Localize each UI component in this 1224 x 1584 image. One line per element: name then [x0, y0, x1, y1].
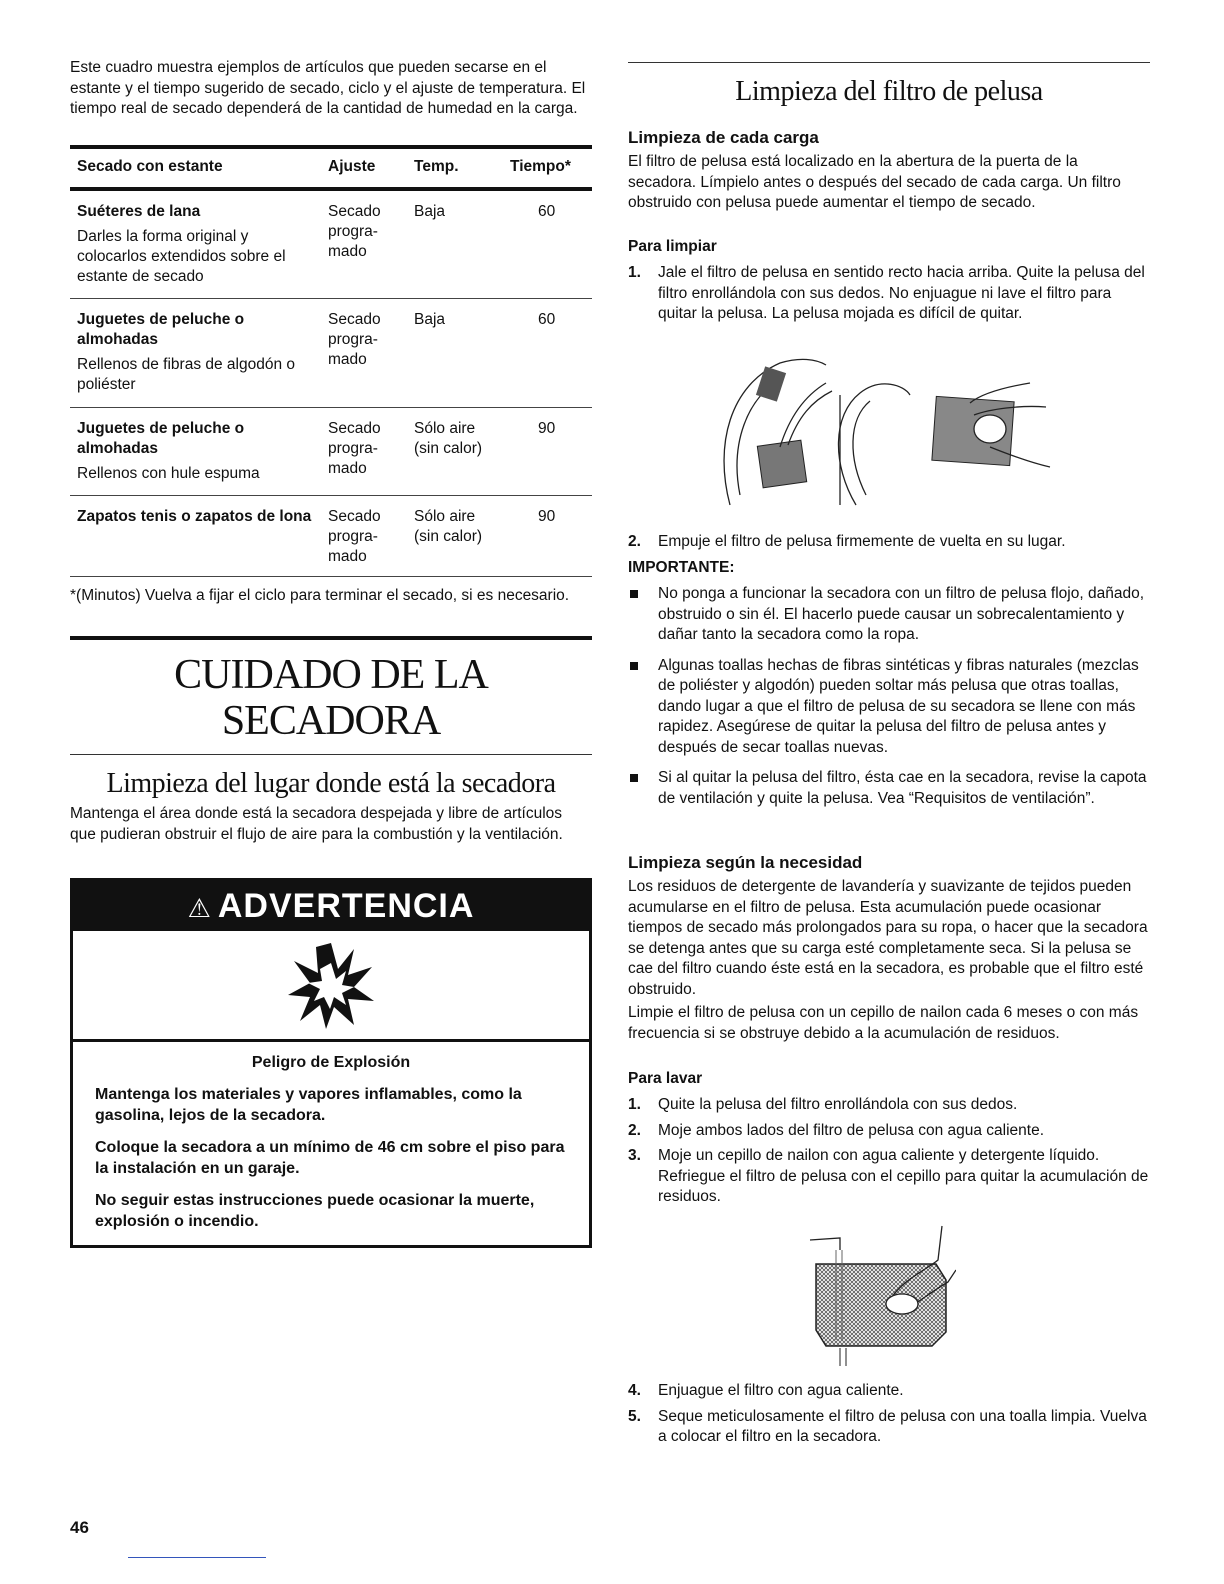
- place-text: Mantenga el área donde está la secadora despejada y libre de artículos que pudieran obstruir el flujo de aire para la combustión y la ventilación.: [70, 805, 563, 843]
- warning-line: Coloque la secadora a un mínimo de 46 cm sobre el piso para la instalación en un garaje.: [95, 1139, 565, 1177]
- lint-filter-removal-illustration: [720, 355, 1066, 515]
- warning-banner: [73, 881, 589, 931]
- important-bullets: [628, 584, 1150, 819]
- step-text: Moje ambos lados del filtro de pelusa con agua caliente.: [658, 1121, 1045, 1139]
- as-needed-title: Limpieza según la necesidad: [628, 853, 863, 872]
- bullet-text: Algunas toallas hechas de fibras sintéticas y fibras naturales (mezclas de poliéster y algodón) pueden soltar más pelusa que otras toallas, dando lugar a que el filtro de pelusa de su secadora se llene con más rapidez. Asegúrese de quitar la pelusa del filtro de pelusa antes y después de secar toallas nuevas.: [658, 656, 1139, 756]
- header-temp: Temp.: [414, 158, 459, 175]
- rack-dry-table: [70, 145, 592, 577]
- row-detail: Rellenos de fibras de algodón o poliéster: [77, 356, 296, 393]
- row-time: 90: [538, 420, 556, 437]
- section-title-line2: SECADORA: [221, 698, 441, 744]
- step-text: Enjuague el filtro con agua caliente.: [658, 1382, 904, 1399]
- row-item: Suéteres de lana: [77, 203, 201, 220]
- divider: [70, 754, 592, 755]
- table-footnote: *(Minutos) Vuelva a fijar el ciclo para terminar el secado, si es necesario.: [70, 587, 570, 604]
- header-item: Secado con estante: [77, 158, 223, 175]
- section-title: [70, 652, 592, 744]
- step-number: 5.: [628, 1407, 641, 1425]
- step-text: Moje un cepillo de nailon con agua caliente y detergente líquido. Refriegue el filtro de pelusa con el cepillo para quitar la acumulación de residuos.: [658, 1147, 1149, 1205]
- row-time: 60: [538, 311, 556, 328]
- warning-icon-area: [73, 931, 589, 1042]
- step-number: 2.: [628, 1121, 641, 1139]
- list-item: [628, 1095, 1150, 1116]
- list-item: [628, 532, 1150, 553]
- bullet-square-icon: [630, 774, 638, 782]
- lint-filter-washing-illustration: [806, 1220, 956, 1370]
- step-number: 3.: [628, 1147, 641, 1164]
- bullet-text: Si al quitar la pelusa del filtro, ésta cae en la secadora, revise la capota de ventilación y quite la pelusa. Vea “Requisitos de ventilación”.: [658, 769, 1147, 807]
- wash-step-list: [628, 1095, 1150, 1213]
- header-time: Tiempo*: [510, 158, 571, 175]
- list-item: [628, 1121, 1150, 1142]
- clean-step-list: [628, 263, 1150, 330]
- divider: [70, 636, 592, 640]
- every-load-text: El filtro de pelusa está localizado en la abertura de la puerta de la secadora. Límpielo antes o después del secado de cada carga. Un filtro obstruido con pelusa puede aumentar el tiempo de secado.: [628, 153, 1121, 211]
- warning-hazard: Peligro de Explosión: [251, 1054, 411, 1071]
- warning-title: ADVERTENCIA: [217, 887, 475, 925]
- row-time: 60: [538, 203, 556, 220]
- as-needed-paragraph: Los residuos de detergente de lavandería y suavizante de tejidos pueden acumularse en el filtro de pelusa. Esta acumulación puede ocasionar tiempos de secado más prolongados para su ropa, o hacer que la secadora se detenga antes que su carga esté completamente seca. Si la pelusa se cae del filtro cuando éste está en la secadora, es probable que el filtro esté obstruido.: [628, 878, 1148, 998]
- warning-line: Mantenga los materiales y vapores inflamables, como la gasolina, lejos de la secadora.: [95, 1086, 522, 1124]
- lint-heading: Limpieza del filtro de pelusa: [735, 76, 1043, 107]
- bullet-text: No ponga a funcionar la secadora con un filtro de pelusa flojo, dañado, obstruido o sin él. El hacerlo puede causar un sobrecalentamiento y dañar tanto la secadora como la ropa.: [658, 585, 1145, 643]
- list-item: [628, 768, 1150, 809]
- list-item: [628, 1146, 1150, 1208]
- row-setting: Secado progra- mado: [328, 203, 381, 260]
- row-setting: Secado progra- mado: [328, 508, 381, 565]
- row-temp: Sólo aire (sin calor): [414, 508, 483, 545]
- row-setting: Secado progra- mado: [328, 420, 381, 477]
- to-wash-label: Para lavar: [628, 1070, 703, 1087]
- row-time: 90: [538, 508, 556, 525]
- table-row: [70, 408, 592, 496]
- list-item: [628, 656, 1150, 759]
- explosion-icon: [286, 941, 376, 1031]
- step-number: 2.: [628, 533, 641, 550]
- row-item: Juguetes de peluche o almohadas: [77, 420, 245, 457]
- step-text: Quite la pelusa del filtro enrollándola con sus dedos.: [658, 1096, 1018, 1113]
- bullet-square-icon: [630, 662, 638, 670]
- page-number: 46: [70, 1518, 89, 1537]
- step-text: Seque meticulosamente el filtro de pelusa con una toalla limpia. Vuelva a colocar el filtro en la secadora.: [658, 1407, 1147, 1445]
- warning-box: [70, 878, 592, 1248]
- step-number: 1.: [628, 264, 641, 281]
- table-row: [70, 299, 592, 408]
- to-clean-label: Para limpiar: [628, 238, 717, 255]
- footer-link-line: [128, 1557, 266, 1558]
- every-load-title: Limpieza de cada carga: [628, 128, 819, 147]
- warning-line: No seguir estas instrucciones puede ocasionar la muerte, explosión o incendio.: [95, 1192, 535, 1230]
- table-header: [70, 149, 592, 191]
- step-text: Empuje el filtro de pelusa firmemente de vuelta en su lugar.: [658, 533, 1066, 550]
- list-item: [628, 1407, 1150, 1448]
- intro-text: Este cuadro muestra ejemplos de artículos que pueden secarse en el estante y el tiempo sugerido de secado, ciclo y el ajuste de temperatura. El tiempo real de secado dependerá de la cantidad de humedad en la carga.: [70, 59, 586, 117]
- table-row: [70, 191, 592, 299]
- row-temp: Baja: [414, 203, 446, 220]
- bullet-square-icon: [630, 590, 638, 598]
- important-label: IMPORTANTE:: [628, 559, 735, 576]
- list-item: [628, 584, 1150, 646]
- row-detail: Darles la forma original y colocarlos extendidos sobre el estante de secado: [77, 228, 286, 285]
- row-item: Zapatos tenis o zapatos de lona: [77, 508, 312, 525]
- row-detail: Rellenos con hule espuma: [77, 465, 260, 482]
- row-temp: Sólo aire (sin calor): [414, 420, 483, 457]
- step-number: 1.: [628, 1096, 641, 1113]
- table-row: [70, 496, 592, 577]
- place-heading: Limpieza del lugar donde está la secadora: [106, 768, 556, 799]
- warning-triangle-icon: ⚠: [187, 893, 212, 923]
- as-needed-paragraph-2: Limpie el filtro de pelusa con un cepillo de nailon cada 6 meses o con más frecuencia si se obstruye debido a la acumulación de residuos.: [628, 1004, 1139, 1042]
- section-title-line1: CUIDADO DE LA: [174, 652, 488, 698]
- row-temp: Baja: [414, 311, 446, 328]
- row-setting: Secado progra- mado: [328, 311, 381, 368]
- step-number: 4.: [628, 1382, 641, 1399]
- step-text: Jale el filtro de pelusa en sentido recto hacia arriba. Quite la pelusa del filtro enrollándola con sus dedos. No enjuague ni lave el filtro para quitar la pelusa. La pelusa mojada es difícil de quitar.: [658, 264, 1145, 322]
- header-setting: Ajuste: [328, 158, 376, 175]
- list-item: [628, 263, 1150, 325]
- wash-step-list-2: [628, 1381, 1150, 1453]
- clean-step-list-2: [628, 532, 1150, 558]
- row-item: Juguetes de peluche o almohadas: [77, 311, 245, 348]
- warning-body: [73, 1042, 589, 1232]
- list-item: [628, 1381, 1150, 1402]
- divider: [628, 62, 1150, 63]
